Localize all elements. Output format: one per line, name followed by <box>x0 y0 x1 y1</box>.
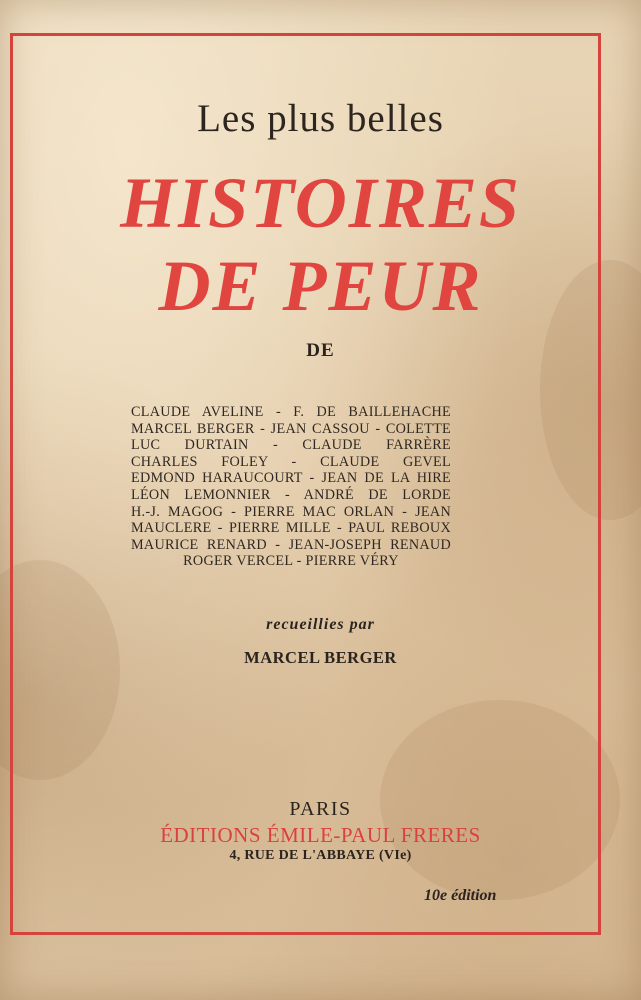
author-line: LUC DURTAIN - CLAUDE FARRÈRE <box>131 437 451 454</box>
author-line: EDMOND HARAUCOURT - JEAN DE LA HIRE <box>131 470 451 487</box>
author-list <box>131 404 451 570</box>
author-line: MAUCLERE - PIERRE MILLE - PAUL REBOUX <box>131 520 451 537</box>
author-line: CLAUDE AVELINE - F. DE BAILLEHACHE <box>131 404 451 420</box>
author-line: LÉON LEMONNIER - ANDRÉ DE LORDE <box>131 486 451 503</box>
author-line: ROGER VERCEL - PIERRE VÉRY <box>183 553 399 570</box>
by-label: DE <box>306 340 335 361</box>
publisher-city: PARIS <box>289 798 352 820</box>
editor-name: MARCEL BERGER <box>244 648 397 667</box>
author-line: H.-J. MAGOG - PIERRE MAC ORLAN - JEAN <box>131 503 451 520</box>
title-line-2: DE PEUR <box>158 246 483 326</box>
author-line: MARCEL BERGER - JEAN CASSOU - COLETTE <box>131 420 451 437</box>
publisher-name: ÉDITIONS ÉMILE-PAUL FRERES <box>160 823 481 847</box>
author-line: CHARLES FOLEY - CLAUDE GEVEL <box>131 453 451 470</box>
publisher-address: 4, RUE DE L'ABBAYE (VIe) <box>229 848 412 863</box>
author-line: MAURICE RENARD - JEAN-JOSEPH RENAUD <box>131 536 451 553</box>
edition-label: 10e édition <box>424 887 497 904</box>
subtitle: Les plus belles <box>197 97 444 140</box>
title-line-1: HISTOIRES <box>120 163 521 243</box>
collected-by-label: recueillies par <box>266 616 375 633</box>
